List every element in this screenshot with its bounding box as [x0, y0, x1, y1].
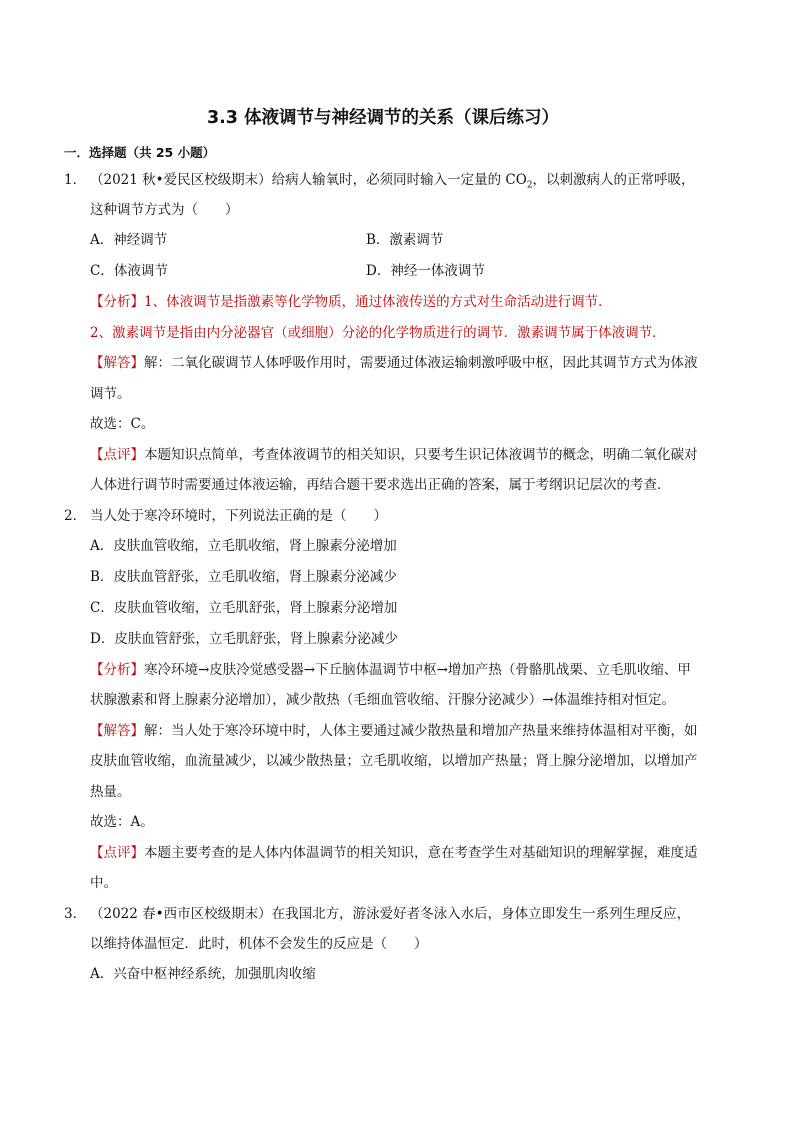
question-stem: （2022 春•西市区校级期末）在我国北方，游泳爱好者冬泳入水后，身体立即发生一系列生理反应，以维持体温恒定．此时，机体不会发生的反应是（ ）	[90, 905, 691, 952]
comment: 【点评】本题知识点简单，考查体液调节的相关知识，只要考生识记体液调节的概念，明确二氧化碳对人体进行调节时需要通过体液运输，再结合题干要求选出正确的答案，属于考纲识记层次的考查．	[90, 446, 698, 493]
options-list	[90, 959, 702, 990]
option-d: D．神经一体液调节	[366, 263, 485, 279]
analysis-tag: 【分析】	[90, 661, 144, 678]
question-2	[64, 501, 702, 899]
comment-tag: 【点评】	[90, 844, 144, 861]
section-heading: 一．选择题（共 25 小题）	[64, 145, 216, 160]
question-number: 1．	[64, 172, 87, 188]
answer: 【解答】解：二氧化碳调节人体呼吸作用时，需要通过体液运输刺激呼吸中枢，因此其调节方式为体液调节。	[90, 355, 698, 402]
option-a: A．兴奋中枢神经系统，加强肌肉收缩	[90, 965, 316, 982]
question-number: 2．	[64, 507, 87, 524]
option-d: D．皮肤血管舒张，立毛肌舒张，肾上腺素分泌减少	[90, 630, 398, 647]
page-title: 3.3 体液调节与神经调节的关系（课后练习）	[206, 108, 560, 128]
analysis: 【分析】寒冷环境→皮肤冷觉感受器→下丘脑体温调节中枢→增加产热（骨骼肌战栗、立毛肌收缩、甲状腺激素和肾上腺素分泌增加），减少散热（毛细血管收缩、汗腺分泌减少）→体温维持相对恒定。	[90, 661, 691, 708]
choice: 故选：C。	[90, 416, 155, 432]
answer: 【解答】解：当人处于寒冷环境中时，人体主要通过减少散热量和增加产热量来维持体温相对平衡，如皮肤血管收缩，血流量减少，以减少散热量；立毛肌收缩，以增加产热量；肾上腺分泌增加，以增加产热量。	[90, 722, 698, 800]
analysis-cont: 2、激素调节是指由内分泌器官（或细胞）分泌的化学物质进行的调节．激素调节属于体液调节．	[90, 324, 666, 341]
question-stem: 当人处于寒冷环境时，下列说法正确的是（ ）	[90, 507, 387, 524]
option-c: C．皮肤血管收缩，立毛肌舒张，肾上腺素分泌增加	[90, 599, 398, 616]
options-list	[90, 225, 702, 287]
question-stem: （2021 秋•爱民区校级期末）给病人输氧时，必须同时输入一定量的 $CO_2$，以刺激病人的正常呼吸，这种调节方式为（ ）	[90, 172, 695, 218]
analysis-tag: 【分析】	[90, 294, 144, 310]
question-number: 3．	[64, 905, 87, 922]
question-3	[64, 899, 702, 990]
option-b: B．皮肤血管舒张，立毛肌收缩，肾上腺素分泌减少	[90, 568, 397, 585]
analysis: 【分析】1、体液调节是指激素等化学物质，通过体液传送的方式对生命活动进行调节．	[90, 294, 612, 310]
comment: 【点评】本题主要考查的是人体内体温调节的相关知识，意在考查学生对基础知识的理解掌握，难度适中。	[90, 844, 698, 891]
options-list	[90, 531, 702, 655]
answer-tag: 【解答】	[90, 355, 144, 371]
option-a: A．皮肤血管收缩，立毛肌收缩，肾上腺素分泌增加	[90, 537, 397, 554]
answer-tag: 【解答】	[90, 722, 144, 739]
comment-tag: 【点评】	[90, 446, 144, 463]
question-1	[64, 165, 702, 501]
choice: 故选：A。	[90, 814, 154, 830]
option-c: C．体液调节	[90, 263, 168, 279]
option-a: A．神经调节	[90, 232, 168, 248]
option-b: B．激素调节	[366, 232, 444, 248]
